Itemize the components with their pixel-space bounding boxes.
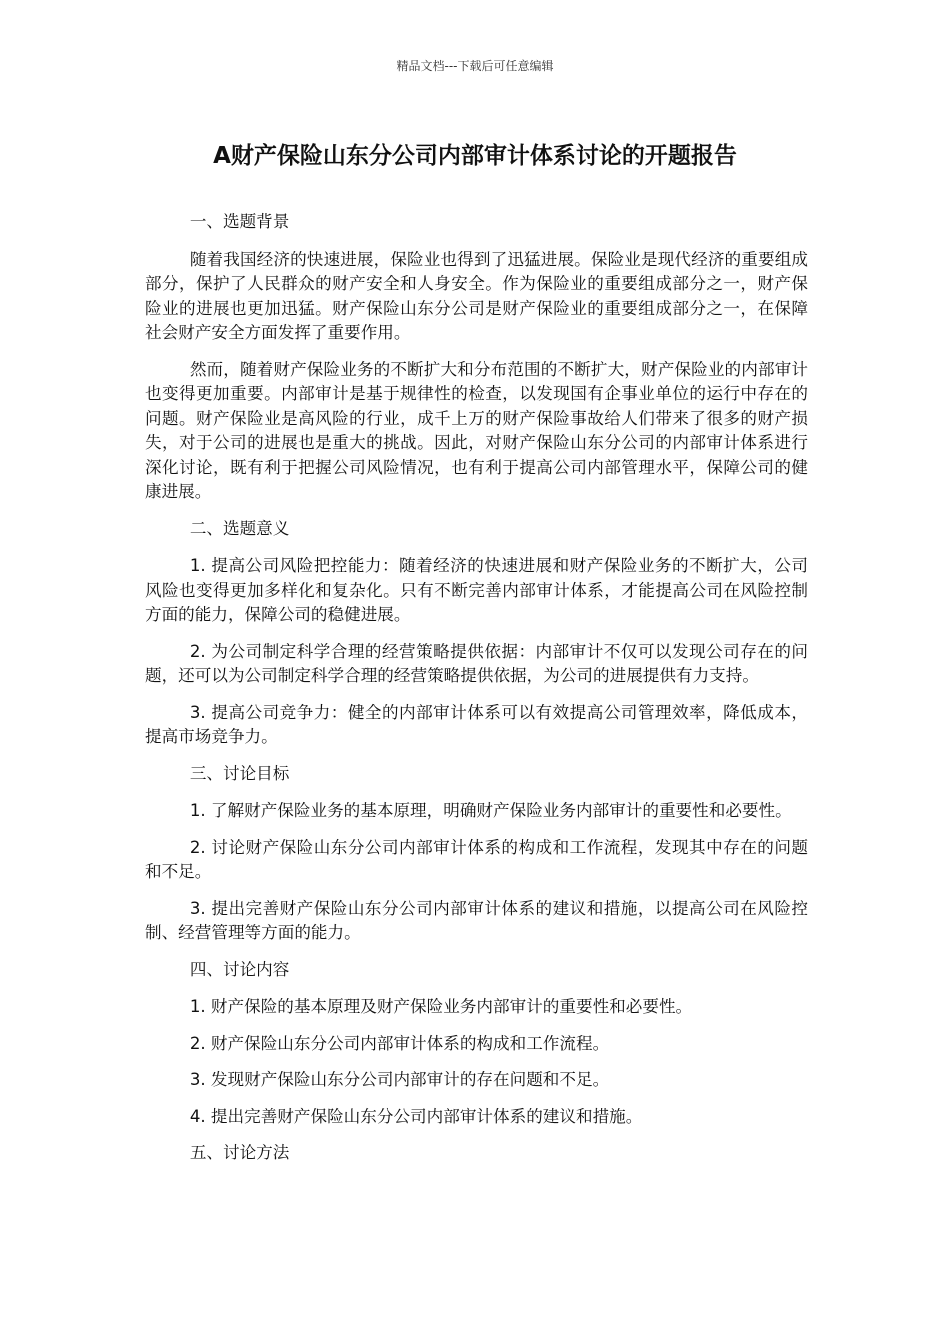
document-body [145, 210, 808, 1179]
section-heading-goals: 三、讨论目标 [189, 763, 290, 783]
list-item-content-1: 1. 财产保险的基本原理及财产保险业务内部审计的重要性和必要性。 [189, 997, 693, 1016]
list-item-content-3: 3. 发现财产保险山东分公司内部审计的存在问题和不足。 [189, 1070, 610, 1089]
list-item-goal-2: 2. 讨论财产保险山东分公司内部审计体系的构成和工作流程，发现其中存在的问题和不足。 [145, 837, 808, 881]
list-item-content-2: 2. 财产保险山东分公司内部审计体系的构成和工作流程。 [189, 1033, 610, 1053]
list-item-goal-1: 1. 了解财产保险业务的基本原理，明确财产保险业务内部审计的重要性和必要性。 [189, 801, 792, 820]
list-item-significance-1: 1. 提高公司风险把控能力：随着经济的快速进展和财产保险业务的不断扩大，公司风险也变得更加多样化和复杂化。只有不断完善内部审计体系，才能提高公司在风险控制方面的能力，保障公司的稳健进展。 [145, 556, 808, 624]
header-note: 精品文档---下载后可任意编辑 [396, 59, 554, 73]
paragraph-background-1: 随着我国经济的快速进展，保险业也得到了迅猛进展。保险业是现代经济的重要组成部分，保护了人民群众的财产安全和人身安全。作为保险业的重要组成部分之一，财产保险业的进展也更加迅猛。财产保险山东分公司是财产保险业的重要组成部分之一，在保障社会财产安全方面发挥了重要作用。 [145, 249, 808, 342]
section-heading-background: 一、选题背景 [189, 212, 290, 231]
list-item-goal-3: 3. 提出完善财产保险山东分公司内部审计体系的建议和措施，以提高公司在风险控制、经营管理等方面的能力。 [145, 898, 808, 942]
section-heading-content: 四、讨论内容 [189, 959, 290, 979]
list-item-content-4: 4. 提出完善财产保险山东分公司内部审计体系的建议和措施。 [189, 1106, 643, 1126]
section-heading-significance: 二、选题意义 [189, 518, 290, 538]
document-title: A财产保险山东分公司内部审计体系讨论的开题报告 [213, 143, 737, 169]
list-item-significance-2: 2. 为公司制定科学合理的经营策略提供依据：内部审计不仅可以发现公司存在的问题，还可以为公司制定科学合理的经营策略提供依据，为公司的进展提供有力支持。 [145, 641, 808, 685]
section-heading-methods: 五、讨论方法 [189, 1143, 290, 1162]
list-item-significance-3: 3. 提高公司竞争力：健全的内部审计体系可以有效提高公司管理效率，降低成本，提高市场竞争力。 [145, 702, 808, 746]
paragraph-background-2: 然而，随着财产保险业务的不断扩大和分布范围的不断扩大，财产保险业的内部审计也变得更加重要。内部审计是基于规律性的检查，以发现国有企事业单位的运行中存在的问题。财产保险业是高风险的行业，成千上万的财产保险事故给人们带来了很多的财产损失，对于公司的进展也是重大的挑战。因此，对财产保险山东分公司的内部审计体系进行深化讨论，既有利于把握公司风险情况，也有利于提高公司内部管理水平，保障公司的健康进展。 [145, 359, 808, 501]
